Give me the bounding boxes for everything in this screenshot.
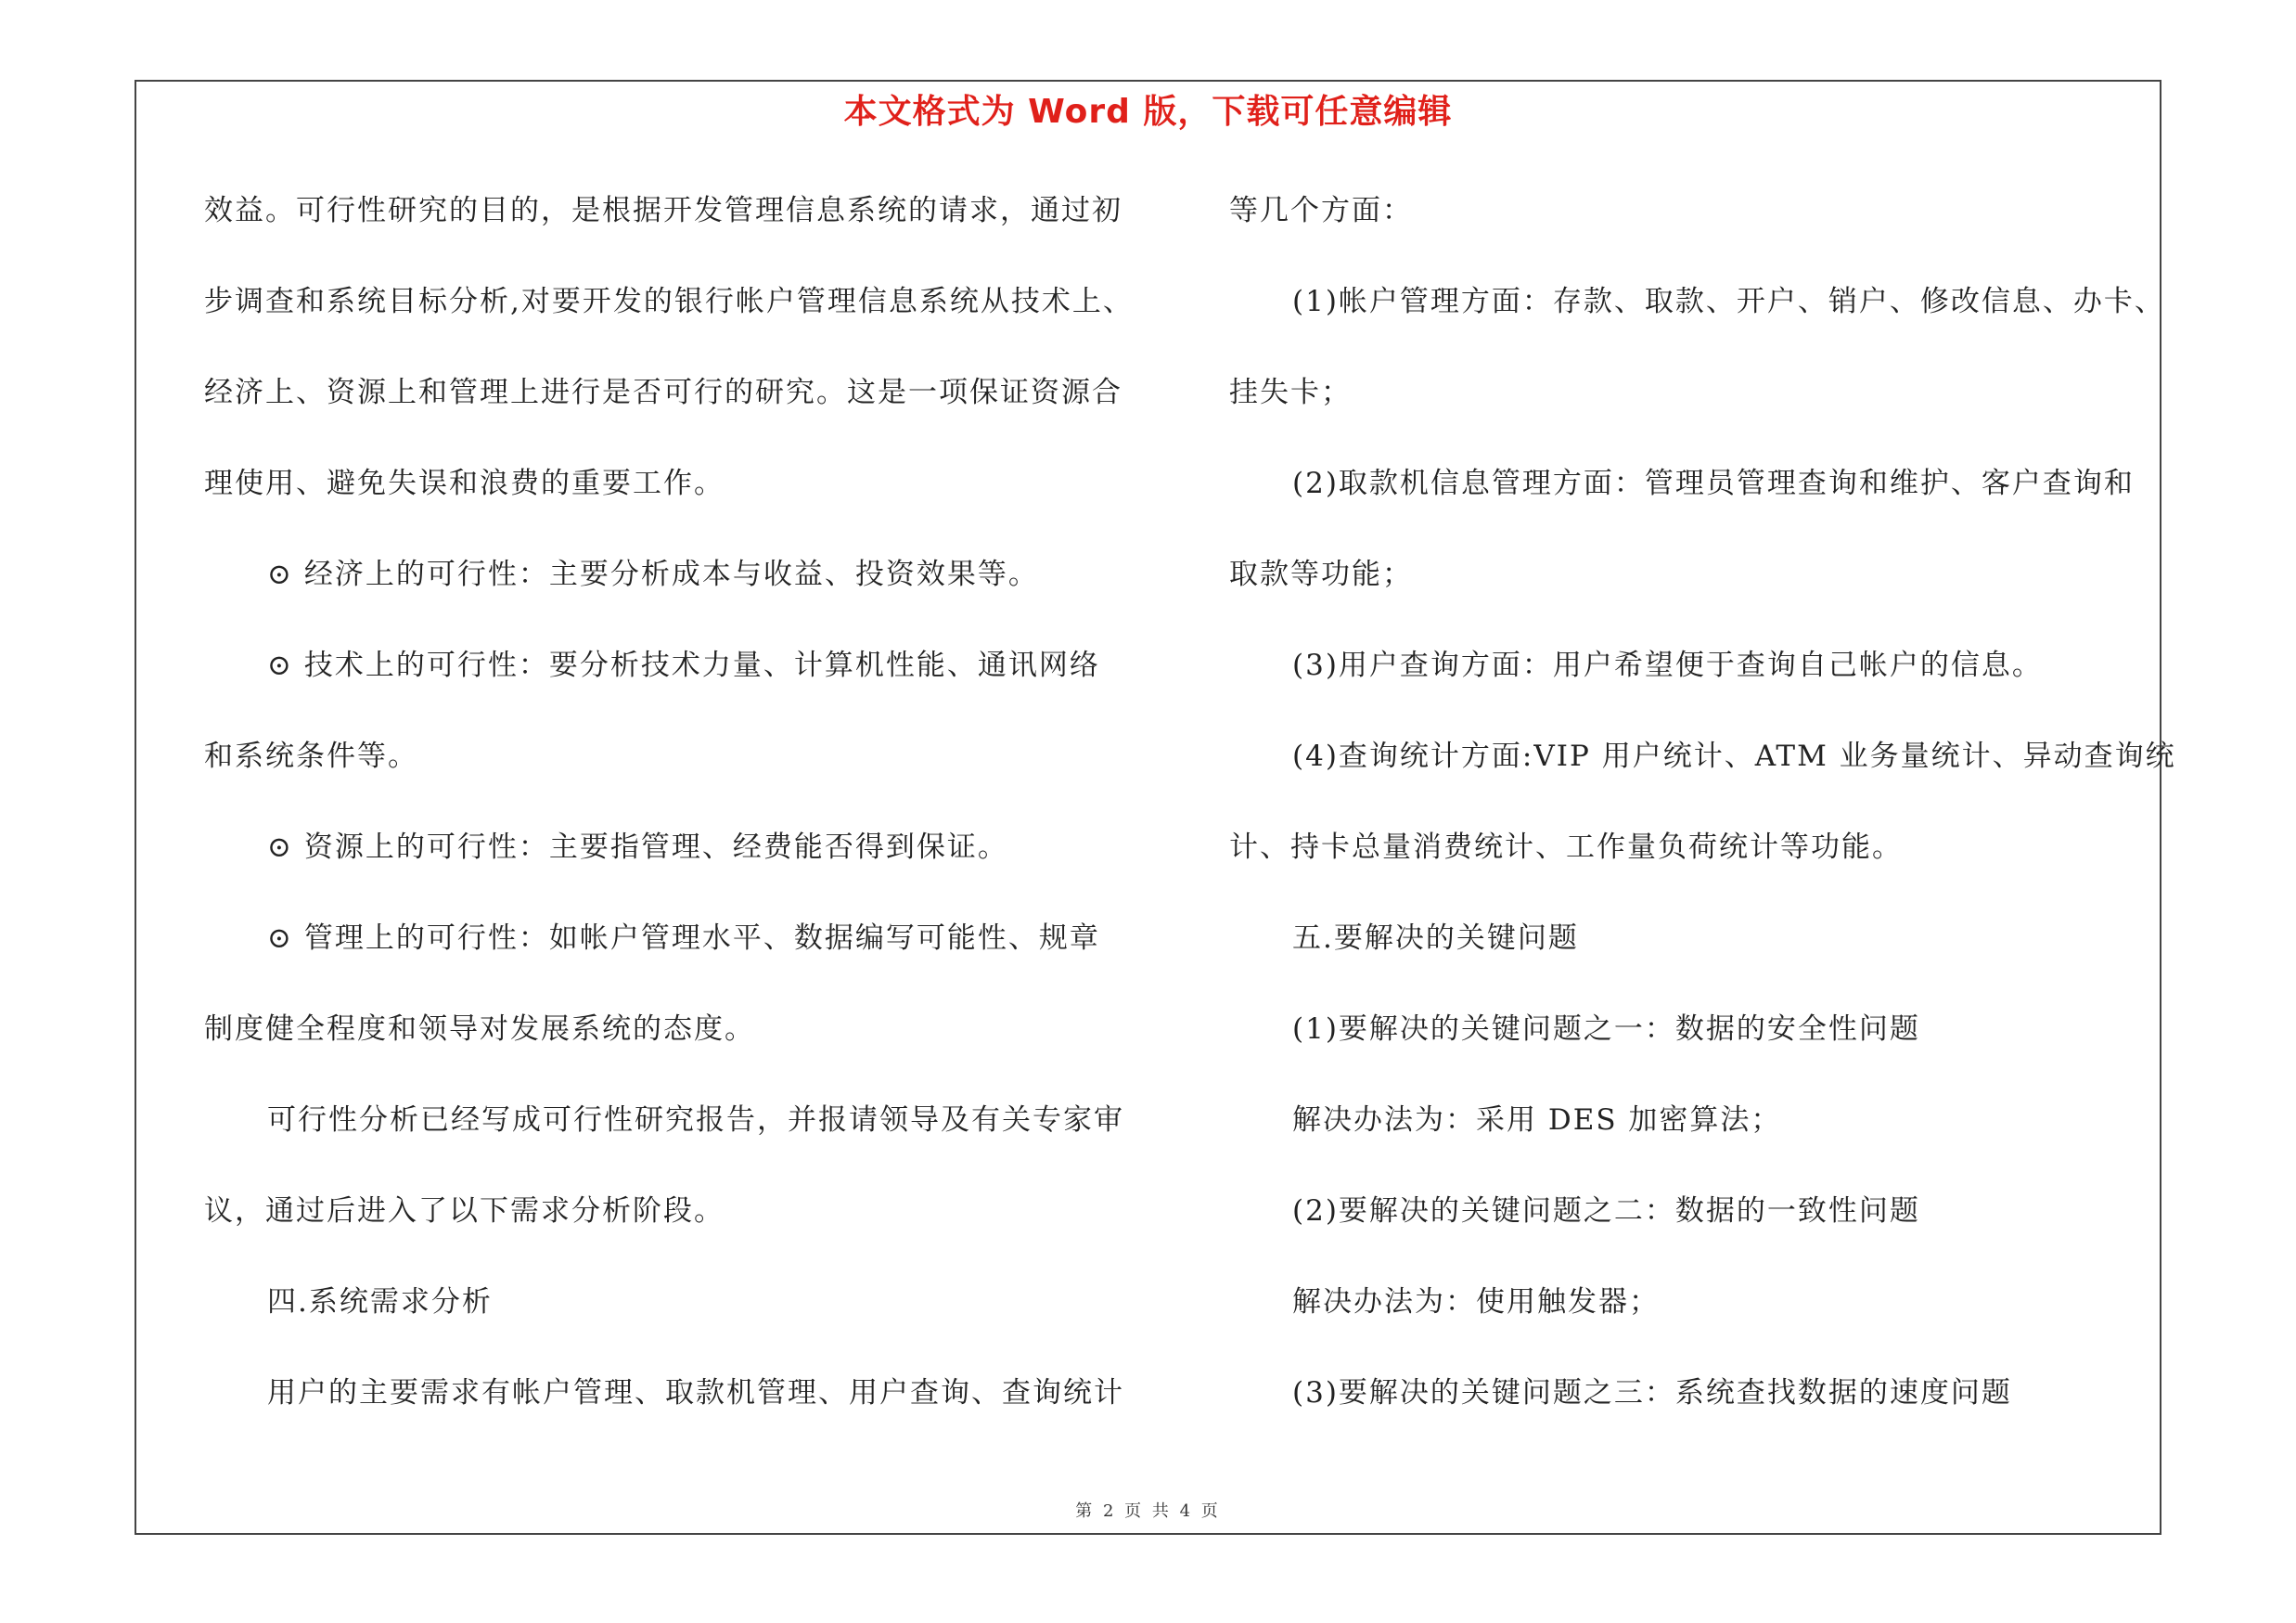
paragraph-line: 挂失卡；: [1229, 376, 1352, 409]
header-banner: 本文格式为 Word 版，下载可任意编辑: [843, 93, 1453, 131]
list-item-line: (2)取款机信息管理方面：管理员管理查询和维护、客户查询和: [1292, 467, 2135, 500]
solution-line: 解决办法为：采用 DES 加密算法；: [1292, 1103, 1782, 1137]
paragraph-line: 制度健全程度和领导对发展系统的态度。: [204, 1012, 755, 1046]
solution-line: 解决办法为：使用触发器；: [1292, 1285, 1660, 1319]
list-item-line: (1)要解决的关键问题之一：数据的安全性问题: [1292, 1012, 1920, 1046]
paragraph-line: 用户的主要需求有帐户管理、取款机管理、用户查询、查询统计: [267, 1376, 1124, 1410]
list-item-line: (4)查询统计方面:VIP 用户统计、ATM 业务量统计、异动查询统: [1292, 740, 2176, 773]
section-heading: 五.要解决的关键问题: [1292, 921, 1579, 955]
bullet-line-economic: ⊙ 经济上的可行性：主要分析成本与收益、投资效果等。: [267, 558, 1039, 591]
list-item-line: (3)用户查询方面：用户希望便于查询自己帐户的信息。: [1292, 649, 2043, 682]
list-item-line: (1)帐户管理方面：存款、取款、开户、销户、修改信息、办卡、: [1292, 285, 2165, 318]
left-column: [204, 182, 1187, 1455]
page-number-footer: 第 2 页 共 4 页: [1075, 1501, 1221, 1521]
paragraph-line: 经济上、资源上和管理上进行是否可行的研究。这是一项保证资源合: [204, 376, 1122, 409]
section-heading: 四.系统需求分析: [267, 1285, 493, 1319]
paragraph-line: 理使用、避免失误和浪费的重要工作。: [204, 467, 725, 500]
paragraph-line: 取款等功能；: [1229, 558, 1413, 591]
list-item-line: (3)要解决的关键问题之三：系统查找数据的速度问题: [1292, 1376, 2012, 1410]
bullet-line-resource: ⊙ 资源上的可行性：主要指管理、经费能否得到保证。: [267, 831, 1008, 864]
paragraph-line: 可行性分析已经写成可行性研究报告，并报请领导及有关专家审: [267, 1103, 1124, 1137]
list-item-line: (2)要解决的关键问题之二：数据的一致性问题: [1292, 1194, 1920, 1228]
bullet-line-technical: ⊙ 技术上的可行性：要分析技术力量、计算机性能、通讯网络: [267, 649, 1100, 682]
paragraph-line: 计、持卡总量消费统计、工作量负荷统计等功能。: [1229, 831, 1903, 864]
paragraph-line: 等几个方面：: [1229, 194, 1413, 227]
paragraph-line: 议，通过后进入了以下需求分析阶段。: [204, 1194, 725, 1228]
paragraph-line: 步调查和系统目标分析,对要开发的银行帐户管理信息系统从技术上、: [204, 285, 1134, 318]
paragraph-line: 效益。可行性研究的目的，是根据开发管理信息系统的请求，通过初: [204, 194, 1122, 227]
bullet-line-management: ⊙ 管理上的可行性：如帐户管理水平、数据编写可能性、规章: [267, 921, 1100, 955]
right-column: [1229, 182, 2176, 1455]
paragraph-line: 和系统条件等。: [204, 740, 418, 773]
